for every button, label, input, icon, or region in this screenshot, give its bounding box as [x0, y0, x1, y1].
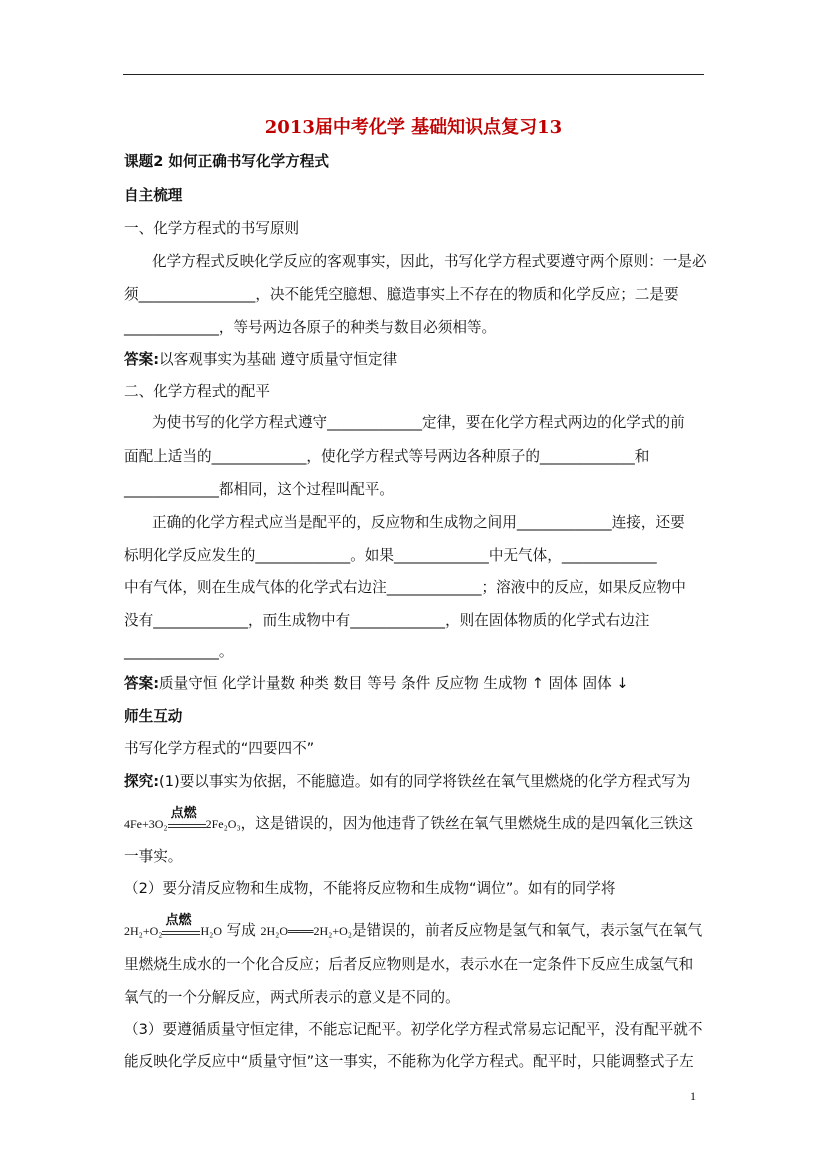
reaction-arrow	[168, 806, 206, 832]
heading-balancing: 二、化学方程式的配平	[124, 383, 270, 400]
paragraph-line: 化学方程式反映化学反应的客观事实，因此，书写化学方程式要遵守两个原则：一是必	[152, 253, 707, 270]
paragraph-line: _____________都相同，这个过程叫配平。	[124, 481, 394, 498]
equation-decomposition: 2H₂O═══2H₂+O₂	[260, 924, 352, 938]
explore-line: 一事实。	[124, 848, 183, 865]
equation-line	[124, 913, 703, 940]
paragraph-line: 正确的化学方程式应当是配平的，反应物和生成物之间用_____________连接，还要	[152, 514, 685, 531]
explore-line: 能反映化学反应中“质量守恒”这一事实，不能称为化学方程式。配平时，只能调整式子左	[124, 1053, 694, 1070]
explore-text: (1)要以事实为依据，不能臆造。如有的同学将铁丝在氧气里燃烧的化学方程式写为	[159, 773, 691, 790]
explore-line: 氧气的一个分解反应，两式所表示的意义是不同的。	[124, 989, 460, 1006]
answer-line	[124, 672, 629, 693]
answer-text: 以客观事实为基础 遵守质量守恒定律	[159, 351, 398, 368]
answer-text: 质量守恒 化学计量数 种类 数目 等号 条件 反应物 生成物 ↑ 固体 固体 ↓	[159, 675, 629, 692]
explore-line: （3）要遵循质量守恒定律，不能忘记配平。初学化学方程式常易忘记配平，没有配平就不	[124, 1021, 703, 1038]
equation-reactants: 4Fe+3O₂	[124, 817, 168, 831]
reaction-condition: 点燃	[170, 806, 197, 821]
heading-principles: 一、化学方程式的书写原则	[124, 220, 300, 237]
equation-reactants: 2H₂+O₂	[124, 924, 163, 938]
explore-text: ，这是错误的，因为他违背了铁丝在氧气里燃烧生成的是四氧化三铁这	[240, 815, 694, 832]
explore-line: （2）要分清反应物和生成物，不能将反应物和生成物“调位”。如有的同学将	[124, 880, 616, 897]
paragraph-line: 面配上适当的_____________，使化学方程式等号两边各种原子的_____________和	[124, 448, 650, 465]
paragraph-line: 须________________，决不能凭空臆想、臆造事实上不存在的物质和化学反应；二是要	[124, 286, 679, 303]
equation-products: H₂O	[200, 924, 222, 938]
paragraph-line: _____________，等号两边各原子的种类与数目必须相等。	[124, 319, 497, 336]
explore-line: 里燃烧生成水的一个化合反应；后者反应物则是水，表示水在一定条件下反应生成氢气和	[124, 956, 694, 973]
answer-label: 答案:	[124, 351, 160, 368]
section-heading-self-study: 自主梳理	[124, 187, 183, 204]
paragraph-line: 标明化学反应发生的_____________。如果_____________中无气体，_____________	[124, 547, 657, 564]
paragraph-line: 为使书写的化学方程式遵守_____________定律，要在化学方程式两边的化学式的前	[152, 414, 685, 431]
paragraph-line: 没有_____________，而生成物中有_____________，则在固体物质的化学式右边注	[124, 612, 650, 629]
paragraph-line: 中有气体，则在生成气体的化学式右边注_____________；溶液中的反应，如果反应物中	[124, 579, 686, 596]
explore-text: 是错误的，前者反应物是氢气和氧气，表示氢气在氧气	[351, 922, 703, 939]
equation-products: 2Fe₂O₃	[205, 817, 241, 831]
page-number: 1	[690, 1089, 696, 1103]
explore-text: 写成	[226, 922, 256, 939]
heading-four-rules: 书写化学方程式的“四要四不”	[124, 740, 315, 757]
explore-line	[124, 770, 691, 791]
header-rule	[123, 74, 704, 75]
reaction-condition: 点燃	[165, 913, 192, 928]
section-heading-interaction: 师生互动	[124, 708, 183, 725]
paragraph-line: _____________。	[124, 643, 234, 660]
lesson-subtitle: 课题2 如何正确书写化学方程式	[124, 153, 329, 170]
answer-label: 答案:	[124, 675, 160, 692]
page-title: 2013届中考化学 基础知识点复习13	[264, 117, 563, 138]
answer-line	[124, 348, 397, 369]
explore-label: 探究:	[124, 773, 160, 790]
equation-line	[124, 806, 694, 833]
reaction-arrow	[162, 913, 200, 939]
